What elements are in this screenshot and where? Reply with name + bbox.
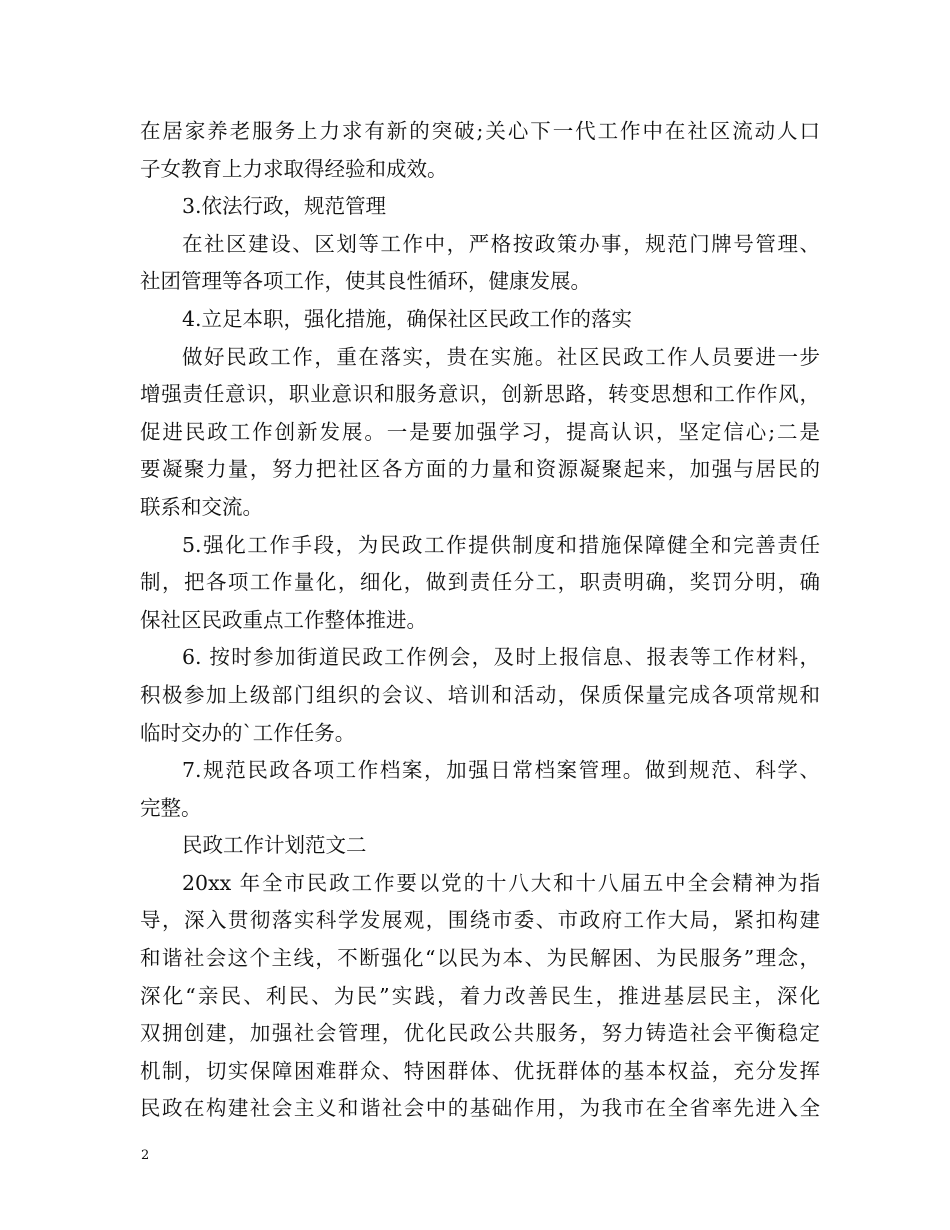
text-line: 保社区民政重点工作整体推进。 xyxy=(140,607,427,632)
text-line: 社团管理等各项工作，使其良性循环，健康发展。 xyxy=(140,269,591,294)
text-line: 制，把各项工作量化，细化，做到责任分工，职责明确，奖罚分明，确 xyxy=(140,570,820,595)
text-line: 做好民政工作，重在落实，贵在实施。社区民政工作人员要进一步 xyxy=(182,344,820,369)
text-line: 积极参加上级部门组织的会议、培训和活动，保质保量完成各项常规和 xyxy=(140,682,820,707)
text-line: 7.规范民政各项工作档案，加强日常档案管理。做到规范、科学、 xyxy=(182,758,820,783)
body-text xyxy=(140,113,820,1128)
text-line: 在居家养老服务上力求有新的突破;关心下一代工作中在社区流动人口 xyxy=(140,119,820,143)
text-line: 深化“亲民、利民、为民”实践，着力改善民生，推进基层民主，深化 xyxy=(140,983,820,1008)
text-line: 临时交办的`工作任务。 xyxy=(140,720,356,745)
text-line: 联系和交流。 xyxy=(140,494,263,519)
section-heading: 民政工作计划范文二 xyxy=(182,833,367,858)
text-line: 6. 按时参加街道民政工作例会，及时上报信息、报表等工作材料， xyxy=(182,645,820,670)
text-line: 子女教育上力求取得经验和成效。 xyxy=(140,156,448,181)
page-number: 2 xyxy=(141,1148,150,1163)
text-line: 20xx 年全市民政工作要以党的十八大和十八届五中全会精神为指 xyxy=(182,870,820,895)
text-line: 导，深入贯彻落实科学发展观，围绕市委、市政府工作大局，紧扣构建 xyxy=(140,908,820,933)
text-line: 5.强化工作手段，为民政工作提供制度和措施保障健全和完善责任 xyxy=(182,532,820,557)
text-line: 在社区建设、区划等工作中，严格按政策办事，规范门牌号管理、 xyxy=(182,231,820,256)
text-line: 完整。 xyxy=(140,795,202,820)
text-line: 促进民政工作创新发展。一是要加强学习，提高认识，坚定信心;二是 xyxy=(140,419,820,444)
text-line: 要凝聚力量，努力把社区各方面的力量和资源凝聚起来，加强与居民的 xyxy=(140,457,820,482)
text-line: 机制，切实保障困难群众、特困群体、优抚群体的基本权益，充分发挥 xyxy=(140,1058,820,1083)
text-line: 增强责任意识，职业意识和服务意识，创新思路，转变思想和工作作风， xyxy=(140,382,820,407)
text-line: 民政在构建社会主义和谐社会中的基础作用，为我市在全省率先进入全 xyxy=(140,1096,820,1121)
section-heading: 4.立足本职，强化措施，确保社区民政工作的落实 xyxy=(182,306,633,331)
text-line: 双拥创建，加强社会管理，优化民政公共服务，努力铸造社会平衡稳定 xyxy=(140,1021,820,1046)
section-heading: 3.依法行政，规范管理 xyxy=(182,194,387,219)
text-line: 和谐社会这个主线，不断强化“以民为本、为民解困、为民服务”理念， xyxy=(140,946,820,971)
